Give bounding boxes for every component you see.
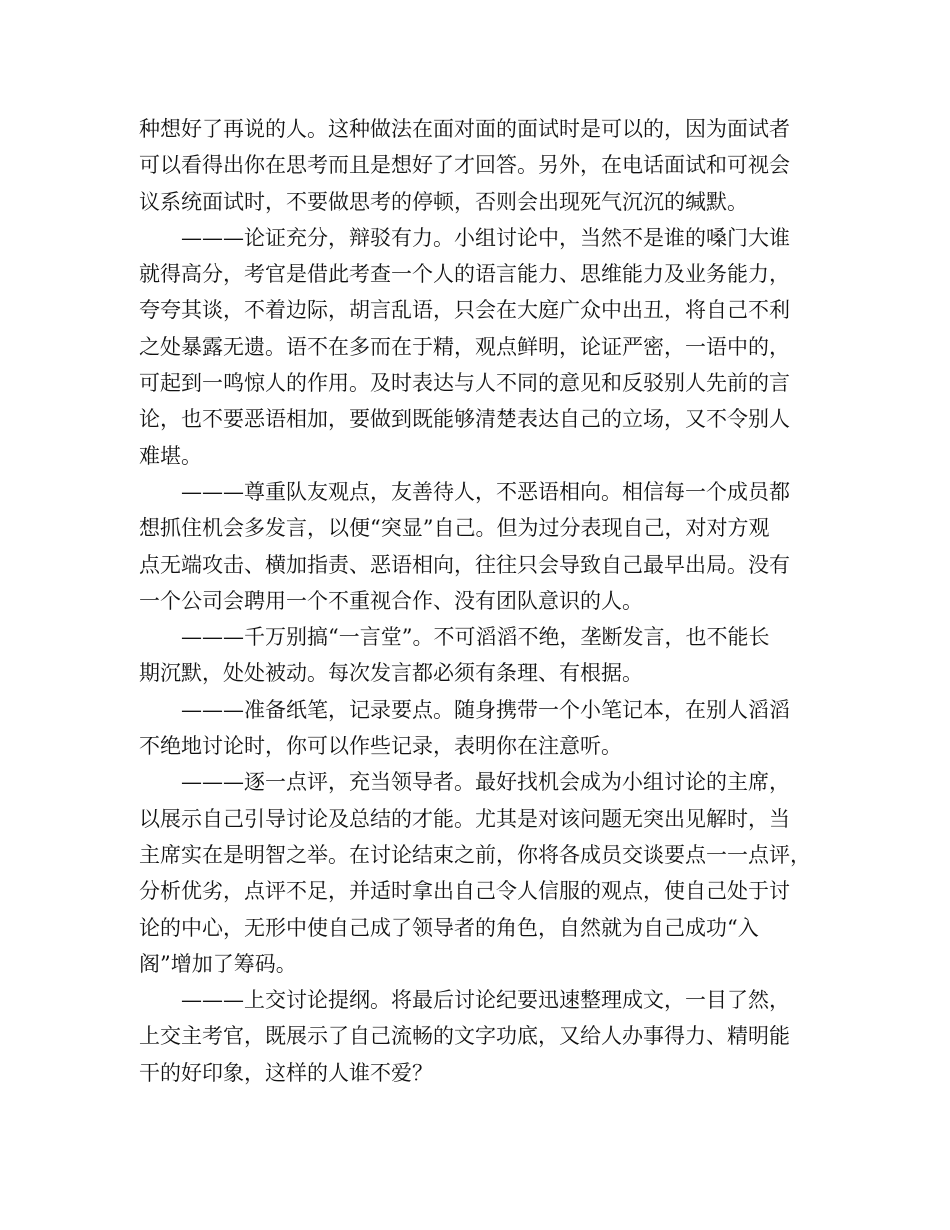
paragraph (139, 619, 819, 692)
text-line: ———准备纸笔，记录要点。随身携带一个小笔记本，在别人滔滔 (181, 697, 790, 722)
text-line: 期沉默，处处被动。每次发言都必须有条理、有根据。 (139, 661, 643, 686)
text-line: 点无端攻击、横加指责、恶语相向，往往只会导致自己最早出局。没有 (139, 552, 790, 577)
paragraph (139, 764, 819, 982)
text-line: 不绝地讨论时，你可以作些记录，表明你在注意听。 (139, 734, 622, 759)
text-line: 议系统面试时，不要做思考的停顿，否则会出现死气沉沉的缄默。 (139, 189, 748, 214)
paragraph (139, 474, 819, 619)
text-line: 论，也不要恶语相加，要做到既能够清楚表达自己的立场，又不令别人 (139, 407, 790, 432)
paragraph (139, 692, 819, 765)
paragraph (139, 220, 819, 474)
text-line: ———千万别搞“一言堂”。不可滔滔不绝，垄断发言，也不能长 (181, 625, 770, 650)
text-line: ———上交讨论提纲。将最后讨论纪要迅速整理成文，一目了然， (181, 988, 790, 1013)
text-line: 一个公司会聘用一个不重视合作、没有团队意识的人。 (139, 588, 643, 613)
text-line: 可起到一鸣惊人的作用。及时表达与人不同的意见和反驳别人先前的言 (139, 371, 790, 396)
text-line: 夸夸其谈，不着边际，胡言乱语，只会在大庭广众中出丑，将自己不利 (139, 298, 790, 323)
text-line: 就得高分，考官是借此考查一个人的语言能力、思维能力及业务能力， (139, 262, 790, 287)
text-line: ———逐一点评，充当领导者。最好找机会成为小组讨论的主席， (181, 770, 790, 795)
paragraph (139, 982, 819, 1091)
text-line: 上交主考官，既展示了自己流畅的文字功底，又给人办事得力、精明能 (139, 1024, 790, 1049)
text-line: 可以看得出你在思考而且是想好了才回答。另外，在电话面试和可视会 (139, 153, 790, 178)
text-line: 难堪。 (139, 443, 202, 468)
text-line: 分析优劣，点评不足，并适时拿出自己令人信服的观点，使自己处于讨 (139, 879, 790, 904)
text-line: 之处暴露无遗。语不在多而在于精，观点鲜明，论证严密，一语中的， (139, 334, 790, 359)
text-line: ———论证充分，辩驳有力。小组讨论中，当然不是谁的嗓门大谁 (181, 225, 790, 250)
text-line: 想抓住机会多发言，以便“突显”自己。但为过分表现自己，对对方观 (139, 516, 770, 541)
text-line: 种想好了再说的人。这种做法在面对面的面试时是可以的，因为面试者 (139, 117, 790, 141)
document-body (139, 111, 819, 1091)
text-line: 论的中心，无形中使自己成了领导者的角色，自然就为自己成功“入 (139, 915, 759, 940)
text-line: 阁”增加了筹码。 (139, 951, 297, 976)
paragraph (139, 111, 819, 220)
text-line: 以展示自己引导讨论及总结的才能。尤其是对该问题无突出见解时，当 (139, 806, 790, 831)
text-line: 主席实在是明智之举。在讨论结束之前，你将各成员交谈要点一一点评， (139, 842, 811, 867)
text-line: ———尊重队友观点，友善待人，不恶语相向。相信每一个成员都 (181, 479, 790, 504)
text-line: 干的好印象，这样的人谁不爱？ (139, 1060, 433, 1085)
